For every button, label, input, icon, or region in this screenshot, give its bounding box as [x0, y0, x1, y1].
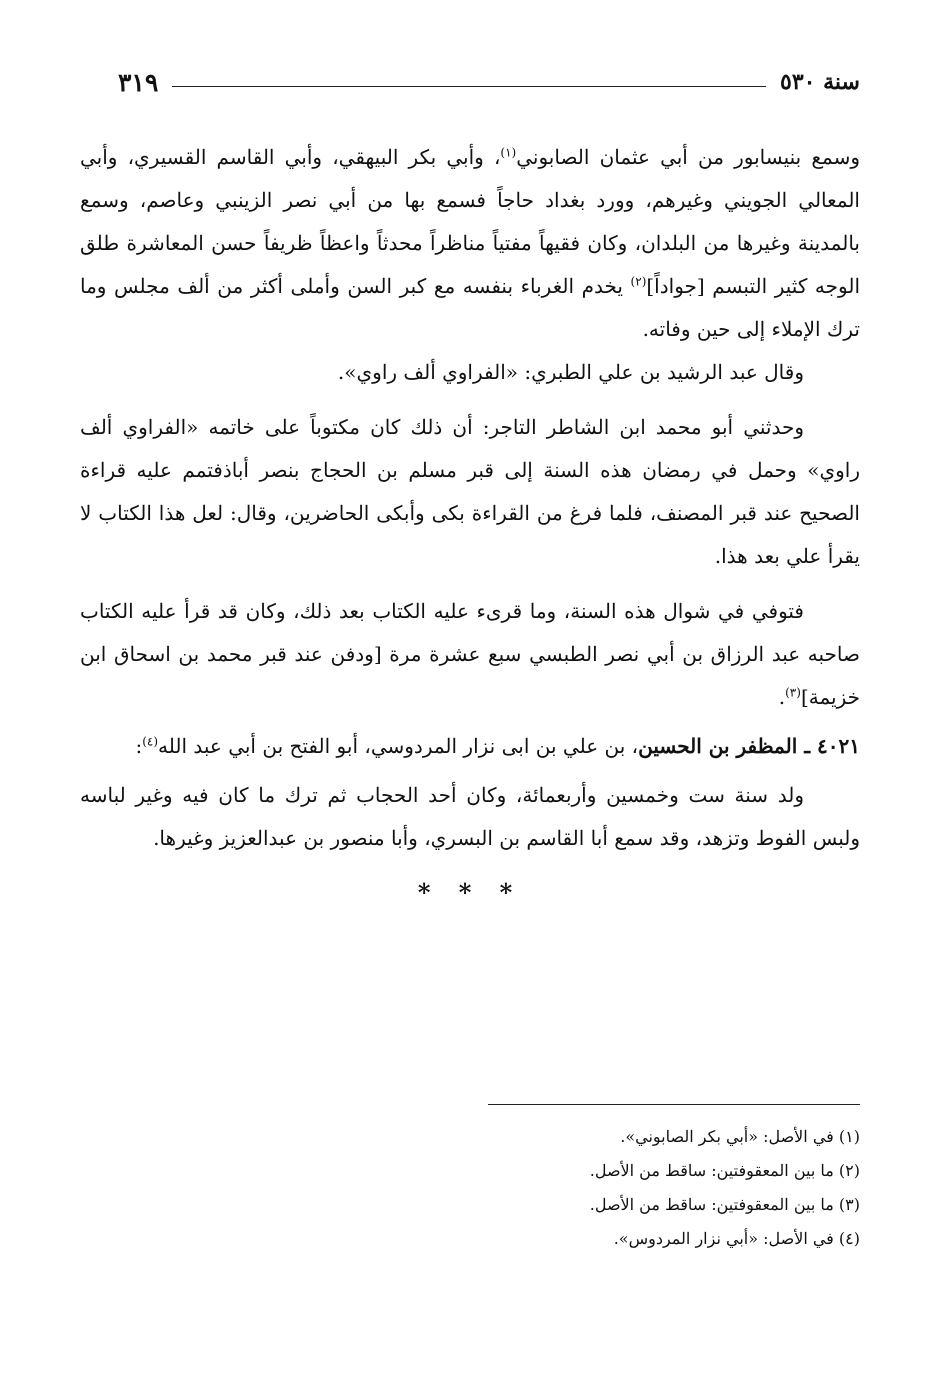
footnote-rule [488, 1104, 860, 1105]
footnote-1: (١) في الأصل: «أبي بكر الصابوني». [620, 1127, 860, 1146]
paragraph-5: ولد سنة ست وخمسين وأربعمائة، وكان أحد الحجاب ثم ترك ما كان فيه وغير لباسه ولبس الفوط وتزهد، وقد سمع أبا القاسم بن البسري، وأبا منصور بن عبدالعزيز وغيرها. [80, 783, 860, 850]
paragraph-3: وحدثني أبو محمد ابن الشاطر التاجر: أن ذلك كان مكتوباً على خاتمه «الفراوي ألف راوي» وحمل في رمضان هذه السنة إلى قبر مسلم بن الحجاج بنصر أباذفتمم عليه قراءة الصحيح عند قبر المصنف، فلما فرغ من القراءة بكى وأبكى الحاضرين، وقال: لعل هذا الكتاب لا يقرأ علي بعد هذا. [80, 415, 860, 568]
section-separator: * * * [417, 878, 523, 907]
paragraph-4 [80, 590, 860, 719]
footnote-ref-1: (١) [500, 145, 517, 160]
entry-end: : [135, 734, 143, 758]
footnote-4: (٤) في الأصل: «أبي نزار المردوس». [613, 1229, 860, 1248]
footnotes [300, 1120, 860, 1256]
running-header [118, 62, 860, 102]
main-text [80, 136, 860, 907]
footnote-ref-4: (٤) [142, 734, 159, 749]
paragraph-4-part-b: . [778, 685, 786, 709]
entry-rest: ، بن علي بن ابى نزار المردوسي، أبو الفتح بن أبي عبد الله [158, 734, 639, 758]
paragraph-1-part-b: ، وأبي بكر البيهقي، وأبي القاسم القسيري، وأبي المعالي الجويني وغيرهم، وورد بغداد حاجاً فسمع بها من أبي نصر الزينبي وعاصم، وسمع بالمدينة وغيرها من البلدان، وكان فقيهاً مفتياً مناظراً محدثاً واعظاً ظريفاً حسن المعاشرة طلق الوجه كثير التبسم [جواداً] [80, 145, 861, 298]
paragraph-1-part-a: وسمع بنيسابور من أبي عثمان الصابوني [516, 145, 860, 169]
footnote-2: (٢) ما بين المعقوفتين: ساقط من الأصل. [589, 1161, 860, 1180]
biography-entry [80, 725, 860, 768]
entry-heading: ٤٠٢١ ـ المظفر بن الحسين [638, 734, 860, 758]
paragraph-1-part-c: يخدم الغرباء بنفسه مع كبر السن وأملى أكثر من ألف مجلس وما ترك الإملاء إلى حين وفاته. [80, 274, 860, 341]
year-label: سنة ٥٣٠ [780, 69, 860, 95]
header-rule [172, 86, 766, 87]
footnote-ref-3: (٣) [785, 685, 801, 700]
paragraph-4-part-a: فتوفي في شوال هذه السنة، وما قرىء عليه الكتاب بعد ذلك، وكان قد قرأ عليه الكتاب صاحبه عبد الرزاق بن أبي نصر الطبسي سبع عشرة مرة [ودفن عند قبر محمد بن اسحاق ابن خزيمة] [80, 599, 860, 709]
paragraph-1 [80, 136, 860, 351]
footnote-ref-2: (٢) [630, 274, 647, 289]
paragraph-2: وقال عبد الرشيد بن علي الطبري: «الفراوي ألف راوي». [337, 360, 804, 384]
footnote-3: (٣) ما بين المعقوفتين: ساقط من الأصل. [589, 1195, 860, 1214]
page-number: ٣١٩ [118, 67, 159, 97]
